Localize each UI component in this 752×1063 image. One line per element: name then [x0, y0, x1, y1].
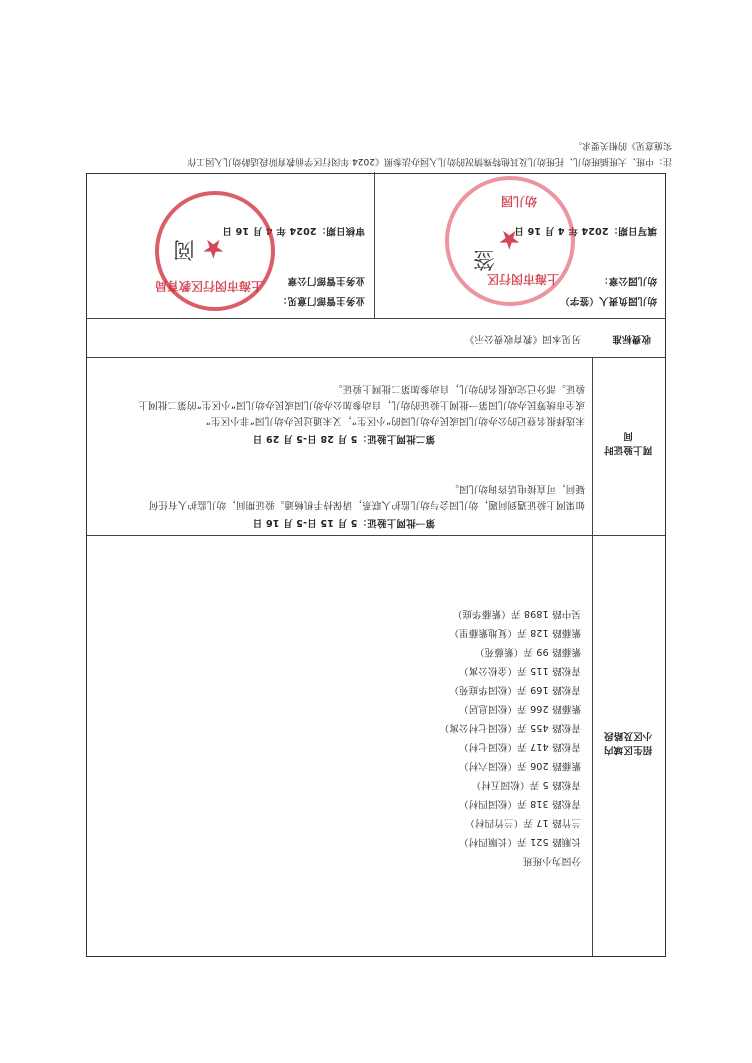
- footnote-line: 注：中班、大班插班幼儿、托班幼儿及其他特殊情况的幼儿入园办法参照《2024 年闵行区学前教育阶段适龄幼儿入园工作: [187, 156, 672, 166]
- principal-seal-label: 幼儿园公章：: [598, 275, 657, 286]
- list-item: 长顺路 521 弄（长顺四村）: [458, 836, 581, 847]
- list-item: 紫藤路 128 弄（复地紫藤里）: [449, 627, 581, 638]
- signature-divider: [374, 172, 375, 319]
- seal-text: 幼儿园: [500, 194, 537, 208]
- districts-label: 招生区域内小区及路段: [603, 730, 653, 755]
- second-round-detail: 验证。部分已完成报名的幼儿，自动参加第二批网上验证。: [332, 383, 585, 394]
- footnote-line: 实施意见》的相关要求。: [572, 140, 672, 150]
- second-round-detail: 或全市统筹民办幼儿园第一批网上验证的幼儿，自动参加公办幼儿园或民办幼儿园“小区生”的第二批网上: [138, 399, 585, 410]
- seal-star-icon: ★: [201, 233, 225, 263]
- list-item: 紫藤路 99 弄（紫藤苑）: [474, 646, 581, 657]
- list-item: 青松路 5 弄（松园五村）: [471, 779, 581, 790]
- list-item: 吴中路 1898 弄（紫藤华庭）: [452, 608, 581, 619]
- handwritten-signature: 签: [472, 246, 495, 271]
- list-item: 青松路 115 弄（金松公寓）: [458, 665, 581, 676]
- handwritten-approval: 阅: [172, 236, 195, 261]
- list-item: 青松路 417 弄（松园七村）: [458, 741, 581, 752]
- column-divider: [592, 358, 593, 956]
- list-item: 青松路 455 弄（松园七村公寓）: [439, 722, 581, 733]
- first-round-detail: 疑问，可直接电话咨询幼儿园。: [449, 483, 585, 494]
- list-item: 紫藤路 206 弄（松园六村）: [458, 760, 581, 771]
- online-check-label: 网上验证时间: [603, 430, 653, 455]
- authority-date: 审核日期：2024 年 4 月 16 日: [222, 225, 365, 236]
- list-item: 分园为小班班: [522, 855, 581, 866]
- list-item: 青松路 318 弄（松园四村）: [458, 798, 581, 809]
- seal-star-icon: ★: [497, 224, 521, 254]
- first-round-detail: 如果网上验证遇到问题，幼儿园会与幼儿监护人联系，请保持手机畅通。验证期间，幼儿监护人有任何: [148, 499, 585, 510]
- principal-date: 填写日期：2024 年 4 月 16 日: [514, 225, 657, 236]
- seal-text: 上海市闵行区: [486, 272, 559, 286]
- list-item: 紫藤路 266 弄（松园息居）: [458, 703, 581, 714]
- fees-value: 另见本园《教育收费公示》: [464, 333, 581, 344]
- second-round-title: 第二批网上验证：5 月 28 日-5 月 29 日: [252, 433, 435, 444]
- principal-signature-label: 幼儿园负责人（签字）: [559, 295, 657, 306]
- enrollment-info-table: [86, 173, 666, 957]
- authority-opinion-label: 业务主管部门意见：: [277, 295, 365, 306]
- row-divider: [87, 318, 665, 319]
- seal-text: 上海市闵行区教育局: [154, 279, 263, 293]
- list-item: 青松路 169 弄（松园华庭苑）: [449, 684, 581, 695]
- row-divider: [87, 357, 665, 358]
- second-round-detail: 未选择报名登记的公办幼儿园或民办幼儿园的“小区生”，又未通过民办幼儿园“非小区生”: [205, 415, 585, 426]
- first-round-title: 第一批网上验证：5 月 15 日-5 月 16 日: [252, 517, 435, 528]
- authority-seal-label: 业务主管部门公章: [287, 275, 365, 286]
- fees-label: 收费标准: [612, 333, 651, 344]
- kindergarten-seal: [445, 176, 575, 306]
- list-item: 兰竹路 17 弄（兰竹四村）: [465, 817, 581, 828]
- row-divider: [87, 535, 665, 536]
